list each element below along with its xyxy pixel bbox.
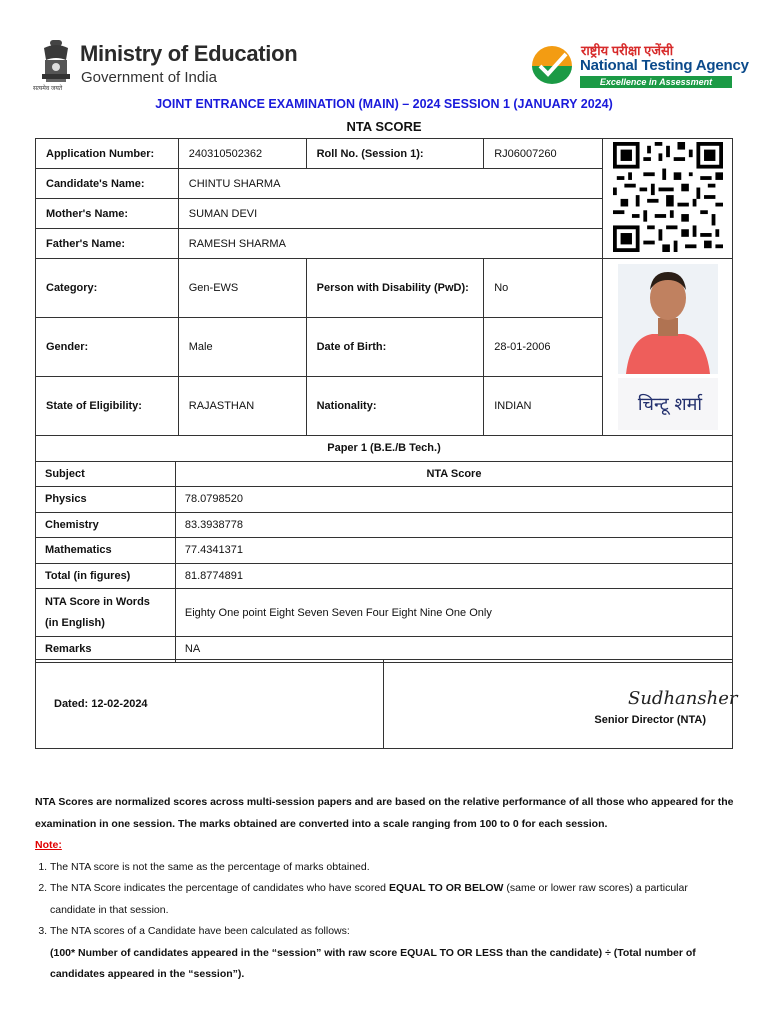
roll-no-value: RJ06007260 <box>484 139 603 169</box>
score-table <box>35 435 733 663</box>
subject-physics: Physics <box>36 487 176 513</box>
emblem-caption: सत्यमेव जयते <box>33 86 63 92</box>
table-row <box>36 563 733 589</box>
score-mathematics: 77.4341371 <box>175 538 732 564</box>
score-words-value: Eighty One point Eight Seven Seven Four Eight Nine One Only <box>175 589 732 637</box>
subject-header: Subject <box>36 461 176 487</box>
pwd-label: Person with Disability (PwD): <box>306 259 484 318</box>
list-item <box>50 857 735 879</box>
notes-list <box>35 857 735 986</box>
mother-name-label: Mother's Name: <box>36 199 179 229</box>
application-number-label: Application Number: <box>36 139 179 169</box>
note-2c: (same or lower raw scores) a particular candidate in that session. <box>50 882 688 916</box>
footer-table <box>35 659 738 749</box>
dob-label: Date of Birth: <box>306 318 484 377</box>
father-name-label: Father's Name: <box>36 229 179 259</box>
notes-intro: NTA Scores are normalized scores across multi-session papers and are based on the relative performance of all those who appeared for the examination in one session. The marks obtained are converted into a scale ranging from 100 to 0 for each session. <box>35 796 734 830</box>
list-item <box>50 878 735 921</box>
table-row <box>36 487 733 513</box>
nta-tagline: Excellence in Assessment <box>580 76 732 88</box>
candidate-name-value: CHINTU SHARMA <box>178 169 602 199</box>
signatory-title: Senior Director (NTA) <box>594 714 706 726</box>
subject-mathematics: Mathematics <box>36 538 176 564</box>
ministry-subtitle: Government of India <box>81 69 217 86</box>
father-name-value: RAMESH SHARMA <box>178 229 602 259</box>
qr-code-icon <box>613 142 723 252</box>
state-label: State of Eligibility: <box>36 377 179 436</box>
score-total: 81.8774891 <box>175 563 732 589</box>
score-header: NTA Score <box>175 461 732 487</box>
candidate-signature: चिन्टू शर्मा <box>637 393 702 415</box>
qr-code-cell <box>603 139 733 259</box>
exam-title: JOINT ENTRANCE EXAMINATION (MAIN) – 2024 SESSION 1 (JANUARY 2024) <box>155 97 613 111</box>
note-3-formula: (100* Number of candidates appeared in the “session” with raw score EQUAL TO OR LESS than the candidate) ÷ (Total number of candidates appeared in the “session”). <box>50 946 696 980</box>
subject-total: Total (in figures) <box>36 563 176 589</box>
director-signature <box>624 682 738 712</box>
ministry-title: Ministry of Education <box>80 41 298 66</box>
nta-english-name: National Testing Agency <box>580 57 749 74</box>
candidate-details-table <box>35 138 733 436</box>
dated: Dated: 12-02-2024 <box>36 660 384 749</box>
photo-signature-cell <box>603 259 733 436</box>
gender-value: Male <box>178 318 306 377</box>
mother-name-value: SUMAN DEVI <box>178 199 602 229</box>
state-value: RAJASTHAN <box>178 377 306 436</box>
remarks-label: Remarks <box>36 637 176 663</box>
director-signature-text: Sudhansher <box>628 688 738 709</box>
score-physics: 78.0798520 <box>175 487 732 513</box>
note-2b: EQUAL TO OR BELOW <box>388 882 504 894</box>
nta-hindi-name: राष्ट्रीय परीक्षा एजेंसी <box>581 43 674 58</box>
note-1: The NTA score is not the same as the percentage of marks obtained. <box>50 860 370 873</box>
dob-value: 28-01-2006 <box>484 318 603 377</box>
gender-label: Gender: <box>36 318 179 377</box>
page-header <box>0 0 768 100</box>
subject-chemistry: Chemistry <box>36 512 176 538</box>
application-number-value: 240310502362 <box>178 139 306 169</box>
candidate-photo <box>614 260 722 432</box>
nta-logo-icon <box>530 44 574 84</box>
table-row <box>36 538 733 564</box>
note-2a: The NTA Score indicates the percentage of candidates who have scored <box>50 882 389 894</box>
remarks-value: NA <box>175 637 732 663</box>
notes-section <box>35 792 735 986</box>
score-chemistry: 83.3938778 <box>175 512 732 538</box>
score-words-label: NTA Score in Words (in English) <box>36 589 176 637</box>
nationality-label: Nationality: <box>306 377 484 436</box>
pwd-value: No <box>484 259 603 318</box>
score-title: NTA SCORE <box>346 119 422 134</box>
category-label: Category: <box>36 259 179 318</box>
nationality-value: INDIAN <box>484 377 603 436</box>
roll-no-label: Roll No. (Session 1): <box>306 139 484 169</box>
paper-title: Paper 1 (B.E./B Tech.) <box>36 436 733 462</box>
candidate-name-label: Candidate's Name: <box>36 169 179 199</box>
note-3: The NTA scores of a Candidate have been calculated as follows: <box>50 925 350 937</box>
table-row <box>36 512 733 538</box>
note-heading: Note: <box>35 839 62 851</box>
list-item <box>50 921 735 986</box>
category-value: Gen-EWS <box>178 259 306 318</box>
